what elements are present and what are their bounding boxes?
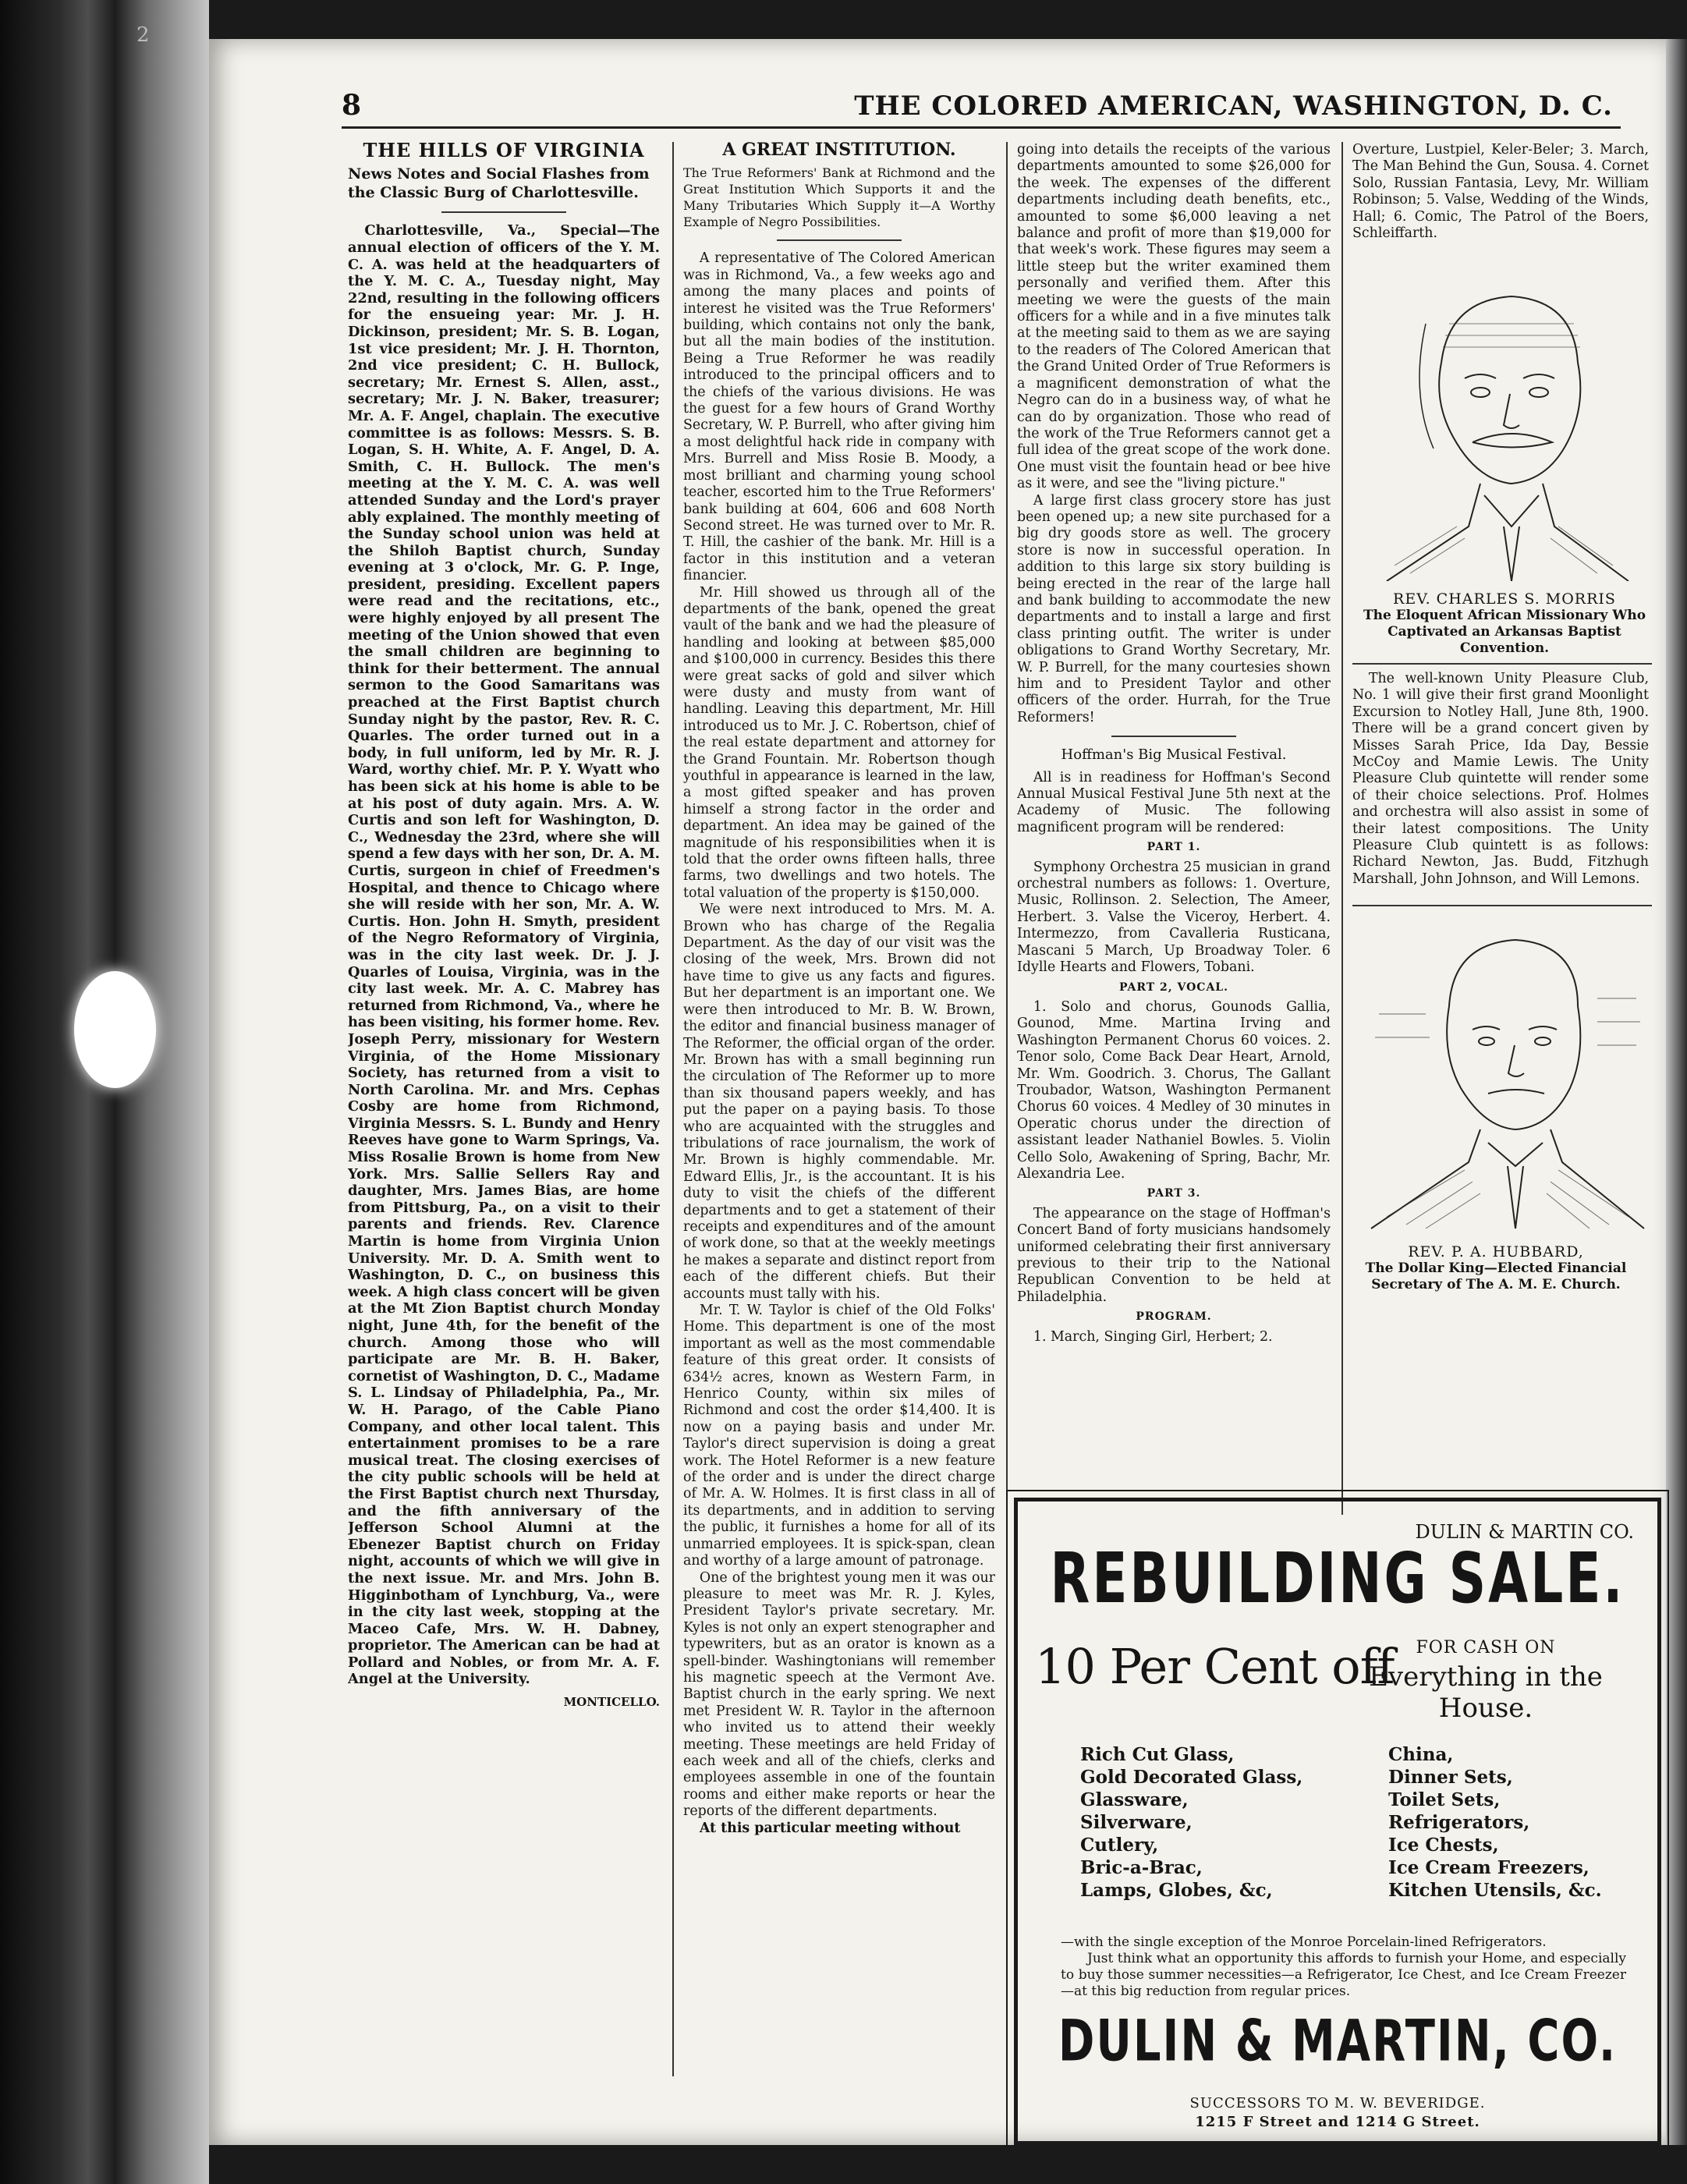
caption-name: REV. CHARLES S. MORRIS [1393, 590, 1616, 608]
ad-item: Gold Decorated Glass, [1080, 1767, 1303, 1788]
signature-monticello: MONTICELLO. [563, 1695, 660, 1710]
ad-item: Glassware, [1080, 1789, 1189, 1810]
ad-item: Ice Cream Freezers, [1388, 1857, 1590, 1878]
paragraph: Overture, Lustpiel, Keler-Beler; 3. March, The Man Behind the Gun, Sousa. 4. Cornet Solo, Russian Fantasia, Levy, Mr. William Robinson; 5. Valse, Wedding of the Winds, Hall; 6. Comic, The Patrol of the Boers, Schleiffarth. [1352, 142, 1649, 242]
ad-note [1061, 1934, 1626, 2000]
ad-address: 1215 F Street and 1214 G Street. [1195, 2114, 1480, 2130]
part-label: PART 1. [1147, 841, 1201, 854]
ad-company-top: DULIN & MARTIN CO. [1415, 1521, 1634, 1543]
column-rule [1341, 142, 1343, 1515]
ad-right-items [1388, 1743, 1602, 1902]
part-label: PROGRAM. [1136, 1310, 1212, 1324]
ad-item: Silverware, [1080, 1812, 1193, 1833]
ad-exception-note: —with the single exception of the Monroe Porcelain-lined Refrigerators. [1061, 1934, 1547, 1950]
column-2 [683, 142, 995, 2084]
great-institution-deck: The True Reformers' Bank at Richmond and the Great Institution Which Supports it and the Many Tributaries Which Supply it—A Worthy Example of Negro Possibilities. [683, 165, 995, 230]
page-number: 8 [342, 89, 362, 122]
ad-item: Dinner Sets, [1388, 1767, 1513, 1788]
part-label: PART 2, VOCAL. [1118, 980, 1229, 994]
ad-item: Refrigerators, [1388, 1812, 1530, 1833]
dulin-martin-advertisement [1014, 1498, 1661, 2145]
ad-left-items [1080, 1743, 1302, 1902]
horizontal-rule [1352, 663, 1652, 665]
caption-name: REV. P. A. HUBBARD, [1408, 1243, 1584, 1260]
column-3 [1017, 142, 1331, 1523]
page-edge-right [1666, 39, 1687, 2145]
caption-p-a-hubbard [1332, 1244, 1660, 1293]
divider [777, 239, 902, 241]
caption-text: The Dollar King—Elected Financial Secretary of The A. M. E. Church. [1365, 1260, 1627, 1292]
paragraph: going into details the receipts of the various departments amounted to some $26,000 for the week. The expenses of the different departments including death benefits, etc., amounted to some $6,000 leaving a net balance and profit of more than $19,000 for that week's work. These figures may seem a little steep but the writer examined them personally and verified them. After this meeting we were the guests of the main officers for a while and in a five minutes talk at the meeting said to them as we are saying to the readers of The Colored American that the Grand United Order of True Reformers is a magnificent demonstration of what the Negro can do in a business way, of what he can do by organization. Those who read of the work of the True Reformers cannot get a full idea of the great scope of the work done. One must visit the fountain head or bee hive as it were, and see the "living picture." [1017, 142, 1331, 492]
divider [441, 211, 566, 213]
paragraph: A large first class grocery store has just been opened up; a new site purchased for a big dry goods store as well. The grocery store is now in successful operation. In addition to this large six story building is being erected in the rear of the large hall and bank building to accommodate the new departments and to install a large and first class printing outfit. The writer is under obligations to Grand Worthy Secretary, Mr. W. P. Burrell, for the many courtesies shown him and to President Taylor and other officers of the order. Hurrah, for the True Reformers! [1017, 492, 1331, 725]
unity-club-notice [1352, 671, 1649, 901]
binder-page-number: 2 [136, 23, 150, 47]
ad-item: Rich Cut Glass, [1080, 1744, 1235, 1765]
paragraph: 1. March, Singing Girl, Herbert; 2. [1033, 1328, 1273, 1345]
horizontal-rule [1352, 905, 1652, 906]
paragraph: Symphony Orchestra 25 musician in grand orchestral numbers as follows: 1. Overture, Music, Rollinson. 2. Selection, The Ameer, Herbert. 3. Valse the Viceroy, Herbert. 4. Intermezzo, from Cavalleria Rusticana, Mascani 5 March, Up Broadway Toler. 6 Idylle Hearts and Flowers, Tobani. [1017, 859, 1331, 976]
newspaper-title: THE COLORED AMERICAN, WASHINGTON, D. C. [854, 90, 1613, 122]
ad-item: Kitchen Utensils, &c. [1388, 1880, 1602, 1901]
great-institution-headline: A GREAT INSTITUTION. [722, 142, 956, 160]
column-1 [348, 142, 660, 2069]
binder-edge [0, 0, 209, 2184]
divider [1111, 736, 1236, 737]
ad-item: Toilet Sets, [1388, 1789, 1501, 1810]
ad-item: Cutlery, [1080, 1835, 1159, 1856]
paragraph: Mr. Hill showed us through all of the departments of the bank, opened the great vault of the bank and we had the pleasure of handling and looking at between $85,000 and $100,000 in currency. Besides this there were great sacks of gold and silver which were dusty and musty from want of handling. Leaving this department, Mr. Hill introduced us to Mr. J. C. Robertson, chief of the real estate department and attorney for the Grand Fountain. Mr. Robertson though youthful in appearance is learned in the law, a most gifted speaker and has proven himself a strong factor in the order and department. An idea may be gained of the magnitude of his responsibilities when it is told that the order owns fifteen halls, three farms, two dwellings and two hotels. The total valuation of the property is $150,000. [683, 584, 995, 901]
paragraph: One of the brightest young men it was our pleasure to meet was Mr. R. J. Kyles, President Taylor's private secretary. Mr. Kyles is not only an expert stenographer and typewriters, but as an orator is known as a spell-binder. Washingtonians will remember his magnetic speech at the Vermont Ave. Baptist church in the early spring. We next met President W. R. Taylor in the afternoon who invited us to attend their weekly meeting. These meetings are held Friday of each week and all of the chiefs, clerks and employees assemble in one of the fountain rooms and either make reports or hear the reports of the different departments. [683, 1569, 995, 1820]
paragraph: The appearance on the stage of Hoffman's Concert Band of forty musicians handsomely uniformed celebrating their first anniversary previous to their trip to the National Republican Convention to be held at Philadelphia. [1017, 1205, 1331, 1305]
column-rule [1006, 142, 1008, 1515]
hills-subheadline: News Notes and Social Flashes from the Classic Burg of Charlottesville. [348, 165, 650, 202]
paragraph: Mr. T. W. Taylor is chief of the Old Folks' Home. This department is one of the most important as well as the most commendable feature of this great order. It consists of 634½ acres, known as Western Farm, in Henrico County, within six miles of Richmond and cost the order $14,400. It is now on a paying basis and under Mr. Taylor's direct supervision is doing a great work. The Hotel Reformer is a new feature of the order and is under the direct charge of Mr. A. W. Holmes. It is first class in all of its departments, and in addition to serving the public, it furnishes a home for all of its unmarried employees. It is spick-span, clean and worthy of a large amount of patronage. [683, 1303, 995, 1569]
ad-item: Bric-a-Brac, [1080, 1857, 1203, 1878]
ad-for-cash: FOR CASH ON [1416, 1638, 1556, 1658]
paragraph: At this particular meeting without [699, 1820, 961, 1836]
ad-everything: Everything in the House. [1369, 1661, 1603, 1724]
hills-of-virginia-headline: THE HILLS OF VIRGINIA [363, 142, 645, 161]
charlottesville-article: Charlottesville, Va., Special—The annual election of officers of the Y. M. C. A. was held at the headquarters of the Y. M. C. A., Tuesday night, May 22nd, resulting in the following officers for the ensueing year: Mr. J. H. Dickinson, president; Mr. S. B. Logan, 1st vice president; Mr. J. H. Thornton, 2nd vice president; C. H. Bullock, secretary; Mr. Ernest S. Allen, asst., secretary; Mr. J. N. Baker, treasurer; Mr. A. F. Angel, chaplain. The executive committee is as follows: Messrs. S. B. Logan, S. H. White, A. F. Angel, D. A. Smith, C. H. Bullock. The men's meeting at the Y. M. C. A. was well attended Sunday and the Lord's prayer ably explained. The monthly meeting of the Sunday school union was held at the Shiloh Baptist church, Sunday evening at 3 o'clock, Mr. G. P. Inge, president, presiding. Excellent papers were read and the recitations, etc., were highly enjoyed by all present The meeting of the Union showed that even the small children are beginning to think for their betterment. The annual sermon to the Good Samaritans was preached at the First Baptist church Sunday night by the pastor, Rev. R. C. Quarles. The order turned out in a body, in full uniform, led by Mr. R. J. Ward, worthy chief. Mr. P. Y. Wyatt who has been sick at his home is able to be at his post of duty again. Mrs. A. W. Curtis and son left for Washington, D. C., Wednesday the 23rd, where she will spend a few days with her son, Dr. A. M. Curtis, surgeon in chief of Freedmen's Hospital, and thence to Chicago where she will reside with her son, Mr. A. W. Curtis. Hon. John H. Smyth, president of the Negro Reformatory of Virginia, was in the city last week. Dr. J. J. Quarles of Louisa, Virginia, was in the city last week. Mr. A. C. Mabrey has returned from Richmond, Va., where he has been visiting, his former home. Rev. Joseph Perry, missionary for Western Virginia, of the Home Missionary Society, has returned from a visit to North Carolina. Mr. and Mrs. Cephas Cosby are home from Richmond, Virginia Messrs. S. L. Bundy and Henry Reeves have gone to Warm Springs, Va. Miss Rosalie Brown is home from New York. Mrs. Sallie Sellers Ray and daughter, Mrs. James Bias, are home from Pittsburg, Pa., on a visit to their parents and friends. Rev. Clarence Martin is home from Virginia Union University. Mr. D. A. Smith went to Washington, D. C., on business this week. A high class concert will be given at the Mt Zion Baptist church Monday night, June 4th, for the benefit of the church. Among those who will participate are Mr. B. H. Baker, cornetist of Washington, D. C., Madame S. L. Lindsay of Philadelphia, Pa., Mr. W. H. Parago, of the Cable Piano Company, and other local talent. This entertainment promises to be a rare musical treat. The closing exercises of the city public schools will be held at the First Baptist church next Thursday, and the fifth anniversary of the Jefferson School Alumni at the Ebenezer Baptist church on Friday night, accounts of which we will give in the next issue. Mr. and Mrs. John B. Higginbotham of Lynchburg, Va., were in the city last week, stopping at the Maceo Cafe, Mrs. W. H. Dabney, proprietor. The American can be had at Pollard and Nobles, or from Mr. A. F. Angel at the University. [348, 222, 660, 1688]
paragraph: 1. Solo and chorus, Gounods Gallia, Gounod, Mme. Martina Irving and Washington Permanent Chorus 60 voices. 2. Tenor solo, Come Back Dear Heart, Arnold, Mr. Wm. Goodrich. 3. Chorus, The Gallant Troubador, Watson, Washington Permanent Chorus 60 voices. 4 Medley of 30 minutes in Operatic chorus under the direction of assistant leader Nathaniel Bowles. 5. Violin Cello Solo, Awakening of Spring, Bachr, Mr. Alexandria Lee. [1017, 998, 1331, 1182]
ad-company-big: DULIN & MARTIN, CO. [1058, 2008, 1618, 2075]
column-rule [672, 142, 674, 2076]
paragraph: A representative of The Colored American was in Richmond, Va., a few weeks ago and among the many places and points of interest he visited was the True Reformers' building, which contains not only the bank, but all the main bodies of the institution. Being a True Reformer he was readily introduced to the principal officers and to the chiefs of the various divisions. He was the guest for a few hours of Grand Worthy Secretary, W. P. Burrell, who after giving him a most delightful hack ride in company with Mrs. Burrell and Miss Rosie B. Moody, a most brilliant and charming young school teacher, escorted him to the True Reformers' bank building at 604, 606 and 608 North Second street. He was turned over to Mr. R. T. Hill, the cashier of the bank. Mr. Hill is a factor in this institution and a veteran financier. [683, 250, 995, 584]
ad-item: Ice Chests, [1388, 1835, 1499, 1856]
ad-item: Lamps, Globes, &c, [1080, 1880, 1273, 1901]
portrait-charles-morris [1379, 269, 1636, 581]
masthead [342, 87, 1621, 129]
ad-headline: REBUILDING SALE. [1050, 1537, 1625, 1619]
paragraph: All is in readiness for Hoffman's Second Annual Musical Festival June 5th next at the Academy of Music. The following magnificent program will be rendered: [1017, 769, 1331, 835]
paragraph: We were next introduced to Mrs. M. A. Brown who has charge of the Regalia Department. As the day of our visit was the closing of the week, Mrs. Brown did not have time to give us any facts and figures. But her department is an important one. We were then introduced to Mr. B. W. Brown, the editor and financial business manager of The Reformer, the official organ of the order. Mr. Brown has with a small beginning run the circulation of The Reformer up to more than six thousand papers weekly, and has put the paper on a paying basis. To those who are acquainted with the struggles and tribulations of race journalism, the work of Mr. Brown is highly commendable. Mr. Edward Ellis, Jr., is the accountant. It is his duty to visit the chiefs of the different departments and to get a statement of their receipts and expenditures and of the amount of work done, so that at the weekly meetings he makes a separate and distinct report from each of the different chiefs. But their accounts must tally with his. [683, 902, 995, 1302]
caption-text: The Eloquent African Missionary Who Captivated an Arkansas Baptist Convention. [1363, 608, 1646, 656]
ad-successors [1018, 2094, 1657, 2132]
caption-charles-morris [1352, 591, 1657, 657]
paragraph: The well-known Unity Pleasure Club, No. 1 will give their first grand Moonlight Excursion to Notley Hall, June 8th, 1900. There will be a grand concert given by Misses Sarah Price, Ida Day, Bessie McCoy and Mamie Lewis. The Unity Pleasure Club quintette will render some of their choice selections. Prof. Holmes and orchestra will also assist in some of their latest compositions. The Unity Pleasure Club quintett is as follows: Richard Newton, Jas. Budd, Fitzhugh Marshall, John Johnson, and Will Lemons. [1352, 671, 1649, 887]
part-label: PART 3. [1147, 1187, 1201, 1200]
punched-hole [74, 971, 156, 1088]
ad-item: China, [1388, 1744, 1454, 1765]
festival-headline: Hoffman's Big Musical Festival. [1061, 746, 1287, 764]
portrait-p-a-hubbard [1363, 920, 1652, 1232]
ad-percent-off: 10 Per Cent off [1035, 1638, 1395, 1695]
ad-successors-line: SUCCESSORS TO M. W. BEVERIDGE. [1189, 2095, 1486, 2111]
newspaper-page [209, 39, 1666, 2145]
ad-opportunity-note: Just think what an opportunity this affords to furnish your Home, and especially to buy those summer necessities—a Refrigerator, Ice Chest, and Ice Cream Freezer—at this big reduction from regular prices. [1061, 1951, 1626, 1999]
